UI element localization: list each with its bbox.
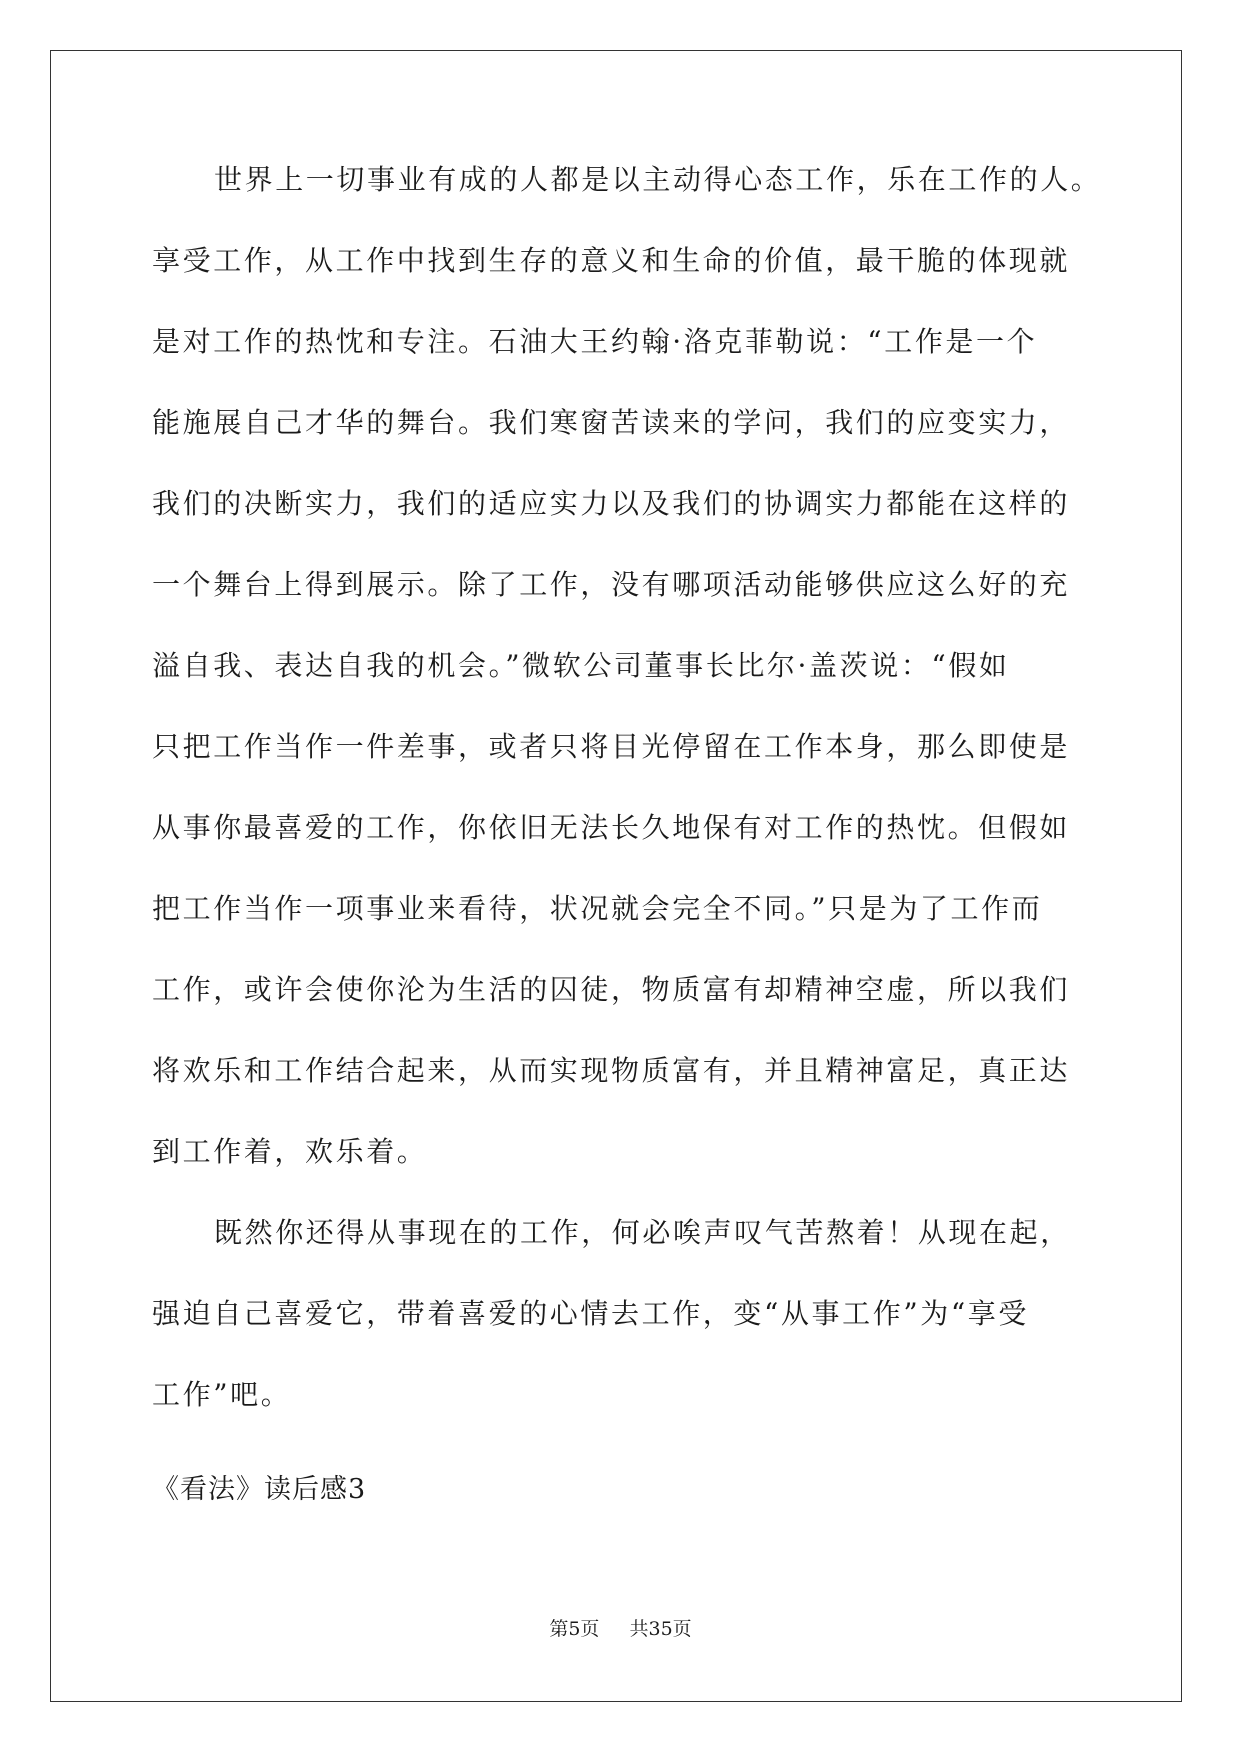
text-line: 把工作当作一项事业来看待，状况就会完全不同。”只是为了工作而 xyxy=(152,892,1043,925)
text-line: 从事你最喜爱的工作，你依旧无法长久地保有对工作的热忱。但假如 xyxy=(152,811,1071,844)
page-total: 共35页 xyxy=(629,1618,692,1640)
text-line: 工作”吧。 xyxy=(152,1378,292,1411)
text-line: 溢自我、表达自我的机会。”微软公司董事长比尔·盖茨说：“假如 xyxy=(152,649,1010,682)
text-line: 强迫自己喜爱它，带着喜爱的心情去工作，变“从事工作”为“享受 xyxy=(152,1297,1029,1330)
page-number: 第5页 xyxy=(549,1618,600,1640)
section-heading: 《看法》读后感3 xyxy=(152,1474,367,1505)
text-line: 我们的决断实力，我们的适应实力以及我们的协调实力都能在这样的 xyxy=(152,487,1071,520)
text-line: 世界上一切事业有成的人都是以主动得心态工作，乐在工作的人。 xyxy=(214,163,1102,196)
text-line: 能施展自己才华的舞台。我们寒窗苦读来的学问，我们的应变实力， xyxy=(152,406,1071,439)
text-line: 到工作着，欢乐着。 xyxy=(152,1135,428,1168)
text-line: 是对工作的热忱和专注。石油大王约翰·洛克菲勒说：“工作是一个 xyxy=(152,325,1038,358)
text-line: 只把工作当作一件差事，或者只将目光停留在工作本身，那么即使是 xyxy=(152,730,1071,763)
text-line: 既然你还得从事现在的工作，何必唉声叹气苦熬着！从现在起， xyxy=(214,1216,1071,1249)
text-line: 工作，或许会使你沦为生活的囚徒，物质富有却精神空虚，所以我们 xyxy=(152,973,1071,1006)
text-line: 将欢乐和工作结合起来，从而实现物质富有，并且精神富足，真正达 xyxy=(152,1054,1071,1087)
document-body xyxy=(152,160,1102,1456)
text-line: 一个舞台上得到展示。除了工作，没有哪项活动能够供应这么好的充 xyxy=(152,568,1071,601)
page-footer xyxy=(0,1616,1241,1642)
text-line: 享受工作，从工作中找到生存的意义和生命的价值，最干脆的体现就 xyxy=(152,244,1071,277)
